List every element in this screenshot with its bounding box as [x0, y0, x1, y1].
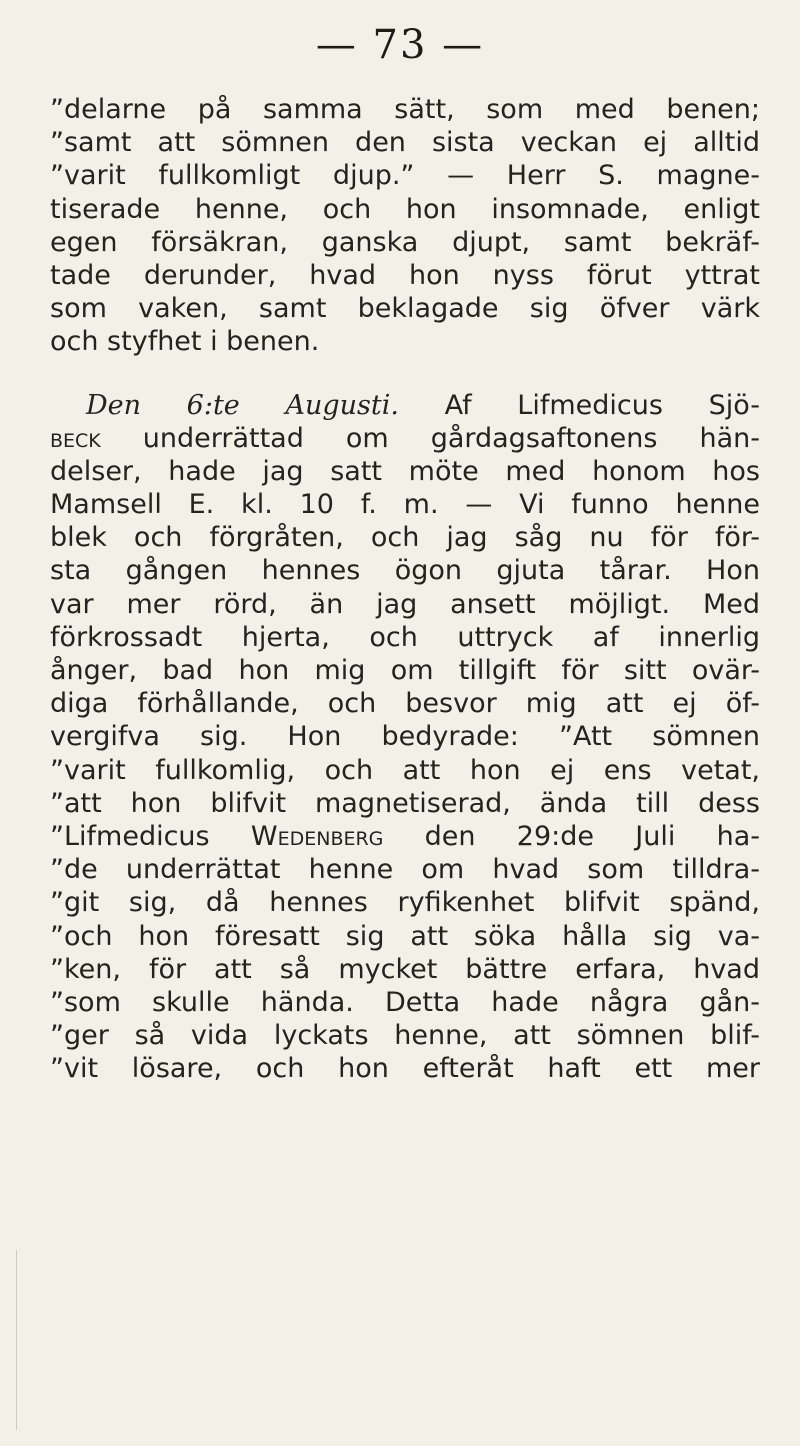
text-line: sta gången hennes ögon gjuta tårar. Hon [50, 555, 760, 587]
text-line: ”som skulle hända. Detta hade några gån- [50, 986, 760, 1018]
text-line-dated [50, 389, 760, 422]
text-run: Af Lifmedicus Sjö- [398, 389, 760, 421]
text-line: ”delarne på samma sätt, som med benen; [50, 94, 760, 125]
page-number: — 73 — [315, 22, 485, 68]
margin-rule [16, 1250, 17, 1430]
text-line: och styfhet i benen. [50, 326, 320, 358]
text-line: diga förhållande, och besvor mig att ej öf- [50, 688, 760, 720]
text-run: underrättad om gårdagsaftonens hän- [100, 422, 760, 454]
text-line: ”vit lösare, och hon efteråt haft ett mer [50, 1053, 760, 1085]
text-line: delser, hade jag satt möte med honom hos [50, 455, 760, 487]
paragraph-gap [50, 359, 760, 389]
text-line: vergifva sig. Hon bedyrade: ”Att sömnen [50, 721, 760, 753]
text-line: var mer rörd, än jag ansett möjligt. Med [50, 588, 760, 620]
person-name: beck [50, 422, 101, 454]
text-run: ”Lifmedicus [50, 820, 251, 852]
text-line: ”och hon föresatt sig att söka hålla sig va- [50, 920, 760, 952]
text-line: ånger, bad hon mig om tillgift för sitt ovär- [50, 655, 760, 686]
text-line: ”de underrättat henne om hvad som tilldra- [50, 854, 760, 886]
person-name: Wedenberg [250, 820, 384, 852]
text-line: blek och förgråten, och jag såg nu för för- [50, 522, 760, 554]
text-line: tiserade henne, och hon insomnade, enligt [50, 193, 760, 225]
date-heading: Den 6:te Augusti. [86, 389, 399, 421]
text-line [50, 422, 760, 455]
text-line: ”att hon blifvit magnetiserad, ända till dess [50, 787, 760, 819]
text-line: som vaken, samt beklagade sig öfver värk [50, 293, 760, 325]
text-line: ”ken, för att så mycket bättre erfara, hvad [50, 953, 760, 985]
text-line: ”varit fullkomligt djup.” — Herr S. magne- [50, 160, 760, 192]
text-line: egen försäkran, ganska djupt, samt bekräf- [50, 226, 760, 258]
text-line: Mamsell E. kl. 10 f. m. — Vi funno henne [50, 489, 760, 521]
text-line: tade derunder, hvad hon nyss förut yttrat [50, 259, 760, 291]
text-line: ”varit fullkomlig, och att hon ej ens vetat, [50, 754, 760, 786]
text-line [50, 820, 760, 853]
text-line: ”ger så vida lyckats henne, att sömnen blif- [50, 1020, 760, 1052]
body-text [50, 93, 760, 1085]
text-line: förkrossadt hjerta, och uttryck af innerlig [50, 621, 760, 653]
text-line: ”samt att sömnen den sista veckan ej alltid [50, 127, 760, 159]
text-line: ”git sig, då hennes ryfikenhet blifvit spänd, [50, 887, 760, 919]
text-run: den 29:de Juli ha- [383, 820, 760, 852]
